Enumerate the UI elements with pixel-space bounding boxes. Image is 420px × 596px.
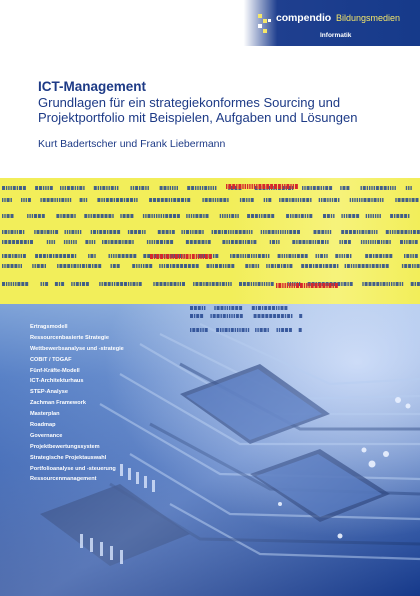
book-title: ICT-Management: [38, 79, 147, 94]
publisher-subline: Bildungsmedien: [336, 13, 401, 23]
topic-item: Portfolioanalyse und -steuerung: [30, 465, 116, 472]
topic-item: Fünf-Kräfte-Modell: [30, 367, 80, 374]
topic-item: COBIT / TOGAF: [30, 356, 72, 363]
publisher-name: compendio: [276, 12, 332, 24]
book-authors: Kurt Badertscher und Frank Liebermann: [38, 138, 226, 150]
topic-item: Strategische Projektauswahl: [30, 454, 107, 461]
topic-item: Ressourcenmanagement: [30, 476, 97, 483]
topic-list: [30, 322, 124, 485]
topic-item: STEP-Analyse: [30, 389, 68, 396]
topic-item: Projektbewertungssystem: [30, 443, 100, 450]
binary-pattern: [0, 178, 420, 338]
topic-item: Governance: [30, 432, 63, 439]
series-label: Informatik: [320, 32, 352, 39]
topic-item: Masterplan: [30, 411, 60, 418]
topic-item: ICT-Architekturhaus: [30, 378, 84, 385]
publisher-band: [0, 0, 420, 46]
topic-item: Ertragsmodell: [30, 324, 68, 330]
compendio-logo-icon: [258, 14, 272, 34]
topic-item: Wettbewerbsanalyse und -strategie: [30, 345, 124, 352]
topic-item: Roadmap: [30, 422, 56, 429]
topic-item: Zachman Framework: [30, 400, 86, 407]
book-subtitle: Grundlagen für ein strategiekonformes Sourcing und Projektportfolio mit Beispielen, Aufgaben und Lösungen: [38, 95, 358, 125]
topic-item: Ressourcenbasierte Strategie: [30, 334, 109, 341]
